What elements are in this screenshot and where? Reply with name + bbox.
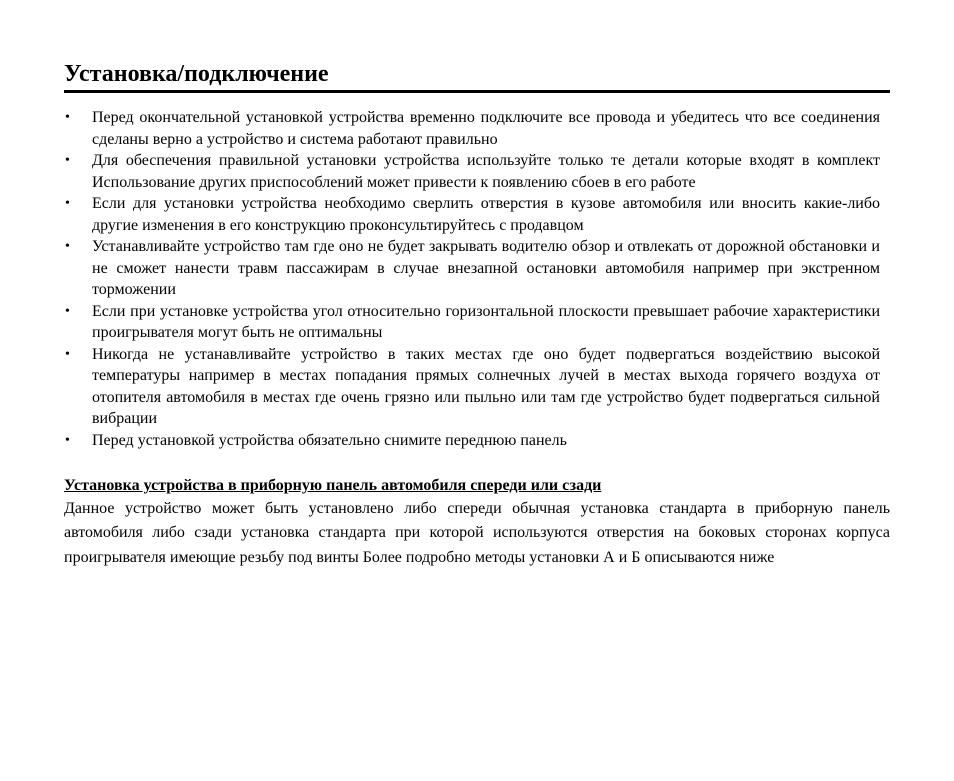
list-item: [64, 150, 890, 193]
bullet-icon: •: [65, 303, 70, 319]
list-item: [64, 107, 890, 150]
list-item-text: Устанавливайте устройство там где оно не будет закрывать водителю обзор и отвлекать от дорожной обстановки и не сможет нанести травм пассажирам в случае внезапной остановки автомобиля например при экстренном торможении: [92, 238, 880, 298]
bullet-icon: •: [65, 110, 70, 125]
document-page: [64, 58, 890, 570]
list-item-text: Перед окончательной установкой устройства временно подключите все провода и убедитесь что все соединения сделаны верно а устройство и система работают правильно: [92, 109, 880, 148]
bullet-icon: •: [65, 346, 70, 362]
list-item: [64, 236, 890, 301]
list-item-text: Если для установки устройства необходимо сверлить отверстия в кузове автомобиля или вносить какие-либо другие изменения в его конструкцию проконсультируйтесь с продавцом: [92, 195, 880, 234]
section-body: Данное устройство может быть установлено либо спереди обычная установка стандарта в приборную панель автомобиля либо сзади установка стандарта при которой используются отверстия на боковых сторонах корпуса проигрывателя имеющие резьбу под винты Более подробно методы установки А и Б описываются ниже: [64, 500, 890, 566]
list-item-text: Никогда не устанавливайте устройство в таких местах где оно будет подвергаться воздействию высокой температуры например в местах попадания прямых солнечных лучей в местах выхода горячего воздуха от отопителя автомобиля в местах где очень грязно или пыльно или там где устройство будет подвергаться сильной вибрации: [92, 345, 880, 427]
list-item: [64, 193, 890, 236]
list-item: [64, 344, 890, 430]
bullet-icon: •: [65, 196, 70, 211]
bullet-icon: •: [65, 153, 70, 168]
section-heading: Установка устройства в приборную панель автомобиля спереди или сзади: [64, 477, 602, 494]
list-item-text: Для обеспечения правильной установки устройства используйте только те детали которые входят в комплект Использование других приспособлений может привести к появлению сбоев в его работе: [92, 152, 880, 191]
bullet-icon: •: [65, 432, 70, 448]
bullet-icon: •: [65, 239, 70, 254]
list-item-text: Перед установкой устройства обязательно снимите переднюю панель: [92, 431, 567, 449]
list-item: [64, 430, 890, 452]
instruction-list: [64, 107, 890, 451]
list-item: [64, 301, 890, 344]
page-title: Установка/подключение: [64, 58, 890, 93]
list-item-text: Если при установке устройства угол относительно горизонтальной плоскости превышает рабочие характеристики проигрывателя могут быть не оптимальны: [92, 302, 880, 341]
